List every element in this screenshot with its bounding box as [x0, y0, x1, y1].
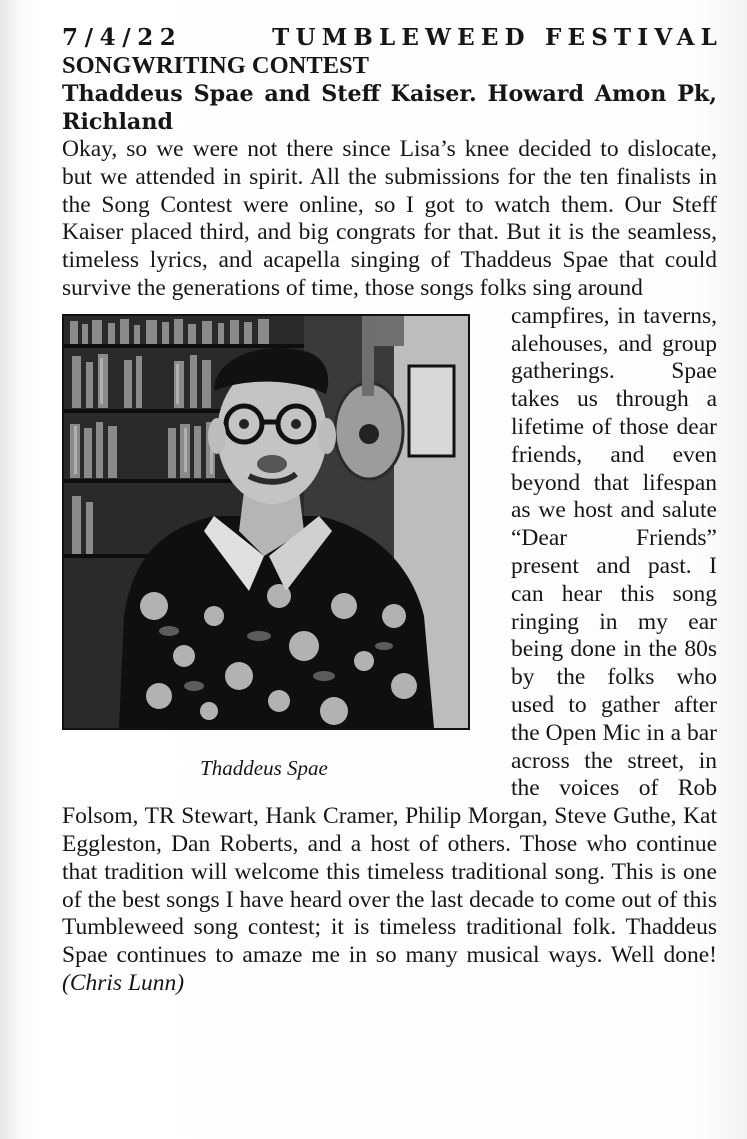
- portrait-image: [64, 316, 468, 728]
- author-credit: (Chris Lunn): [62, 969, 185, 996]
- event-name: TUMBLEWEED FESTIVAL: [272, 24, 723, 51]
- page-edge-shadow: [0, 0, 22, 1139]
- portrait-photo: [62, 314, 470, 730]
- section-heading: SONGWRITING CONTEST: [62, 52, 370, 79]
- photo-figure: [62, 303, 487, 780]
- photo-caption: Thaddeus Spae: [200, 755, 328, 780]
- article-date: 7/4/22: [62, 24, 183, 51]
- paragraph-wrap-text: campfires, in taverns, alehouses, and group gatherings. Spae takes us through a lifetime of those dear friends, and even beyond that lifespan as we host and salute “Dear Friends” present and past. I can hear this song ringing in my ear being done in the 80s by the folks who used to gather after the Open Mic in a bar across the street, in the voices of Rob Folsom, TR Stewart, Hank Cramer, Philip Morgan, Steve Guthe, Kat Eggleston, Dan Roberts, and a host of others. Those who continue that tradition will welcome this timeless traditional song. This is one of the best songs I have heard over the last decade to come out of this Tumbleweed song contest; it is timeless traditional folk. Thaddeus Spae continues to amaze me in so many musical ways. Well done!: [62, 302, 717, 969]
- article: [62, 24, 723, 998]
- headline-row: [62, 24, 723, 52]
- article-title: Thaddeus Spae and Steff Kaiser. Howard Amon Pk, Richland: [62, 81, 717, 135]
- paragraph-intro: Okay, so we were not there since Lisa’s knee decided to dislocate, but we attended in spirit. All the submissions for the ten finalists in the Song Contest were online, so I got to watch them. Our Steff Kaiser placed third, and big congrats for that. But it is the seamless, timeless lyrics, and acapella singing of Thaddeus Spae that could survive the generations of time, those songs folks sing around: [62, 136, 717, 301]
